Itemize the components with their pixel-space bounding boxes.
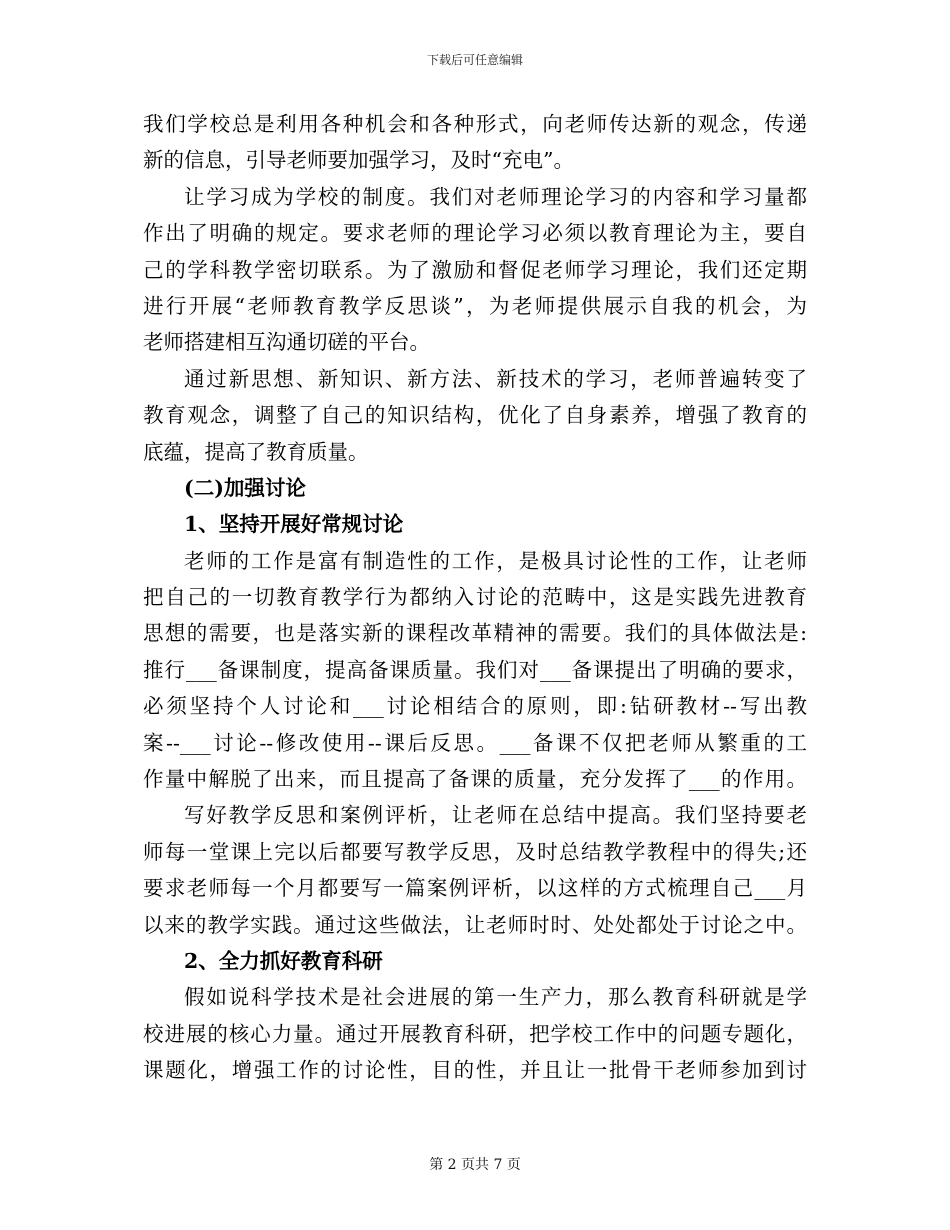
body-line: 通过新思想、新知识、新方法、新技术的学习，老师普遍转变了 xyxy=(184,366,807,391)
body-line: 以来的教学实践。通过这些做法，让老师时时、处处都处于讨论之中。 xyxy=(143,912,807,937)
subsection-heading: 1、坚持开展好常规讨论 xyxy=(184,512,404,537)
body-line: 教育观念，调整了自己的知识结构，优化了自身素养，增强了教育的 xyxy=(143,403,807,428)
body-line: 推行___备课制度，提高备课质量。我们对___备课提出了明确的要求， xyxy=(143,657,807,682)
body-line: 要求老师每一个月都要写一篇案例评析，以这样的方式梳理自己___月 xyxy=(143,876,807,901)
body-line: 案--___讨论--修改使用--课后反思。___备课不仅把老师从繁重的工 xyxy=(143,730,807,755)
body-line: 思想的需要，也是落实新的课程改革精神的需要。我们的具体做法是: xyxy=(143,621,807,646)
page-header: 下载后可任意编辑 xyxy=(426,53,523,67)
subsection-heading: 2、全力抓好教育科研 xyxy=(184,948,383,973)
body-line: 底蕴，提高了教育质量。 xyxy=(143,439,369,464)
body-line: 老师搭建相互沟通切磋的平台。 xyxy=(143,330,430,355)
body-line: 必须坚持个人讨论和___讨论相结合的原则，即:钻研教材--写出教 xyxy=(143,694,807,719)
body-line: 作出了明确的规定。要求老师的理论学习必须以教育理论为主，要自 xyxy=(143,221,807,246)
body-line: 进行开展“老师教育教学反思谈”，为老师提供展示自我的机会，为 xyxy=(143,293,807,318)
body-line: 作量中解脱了出来，而且提高了备课的质量，充分发挥了___的作用。 xyxy=(143,767,807,792)
body-line: 把自己的一切教育教学行为都纳入讨论的范畴中，这是实践先进教育 xyxy=(143,585,807,610)
section-heading: (二)加强讨论 xyxy=(184,475,306,500)
body-line: 新的信息，引导老师要加强学习，及时“充电”。 xyxy=(143,148,574,173)
document-body xyxy=(143,106,807,1089)
page-footer: 第 2 页共 7 页 xyxy=(429,1157,521,1173)
body-line: 我们学校总是利用各种机会和各种形式，向老师传达新的观念，传递 xyxy=(143,112,807,136)
body-line: 师每一堂课上完以后都要写教学反思，及时总结教学教程中的得失;还 xyxy=(143,839,807,864)
body-line: 假如说科学技术是社会进展的第一生产力，那么教育科研就是学 xyxy=(184,985,807,1010)
body-line: 己的学科教学密切联系。为了激励和督促老师学习理论，我们还定期 xyxy=(143,257,807,282)
body-line: 老师的工作是富有制造性的工作，是极具讨论性的工作，让老师 xyxy=(184,548,807,573)
body-line: 让学习成为学校的制度。我们对老师理论学习的内容和学习量都 xyxy=(184,184,807,209)
body-line: 写好教学反思和案例评析，让老师在总结中提高。我们坚持要老 xyxy=(184,803,807,828)
body-line: 课题化，增强工作的讨论性，目的性，并且让一批骨干老师参加到讨 xyxy=(143,1058,807,1083)
body-line: 校进展的核心力量。通过开展教育科研，把学校工作中的问题专题化， xyxy=(143,1021,807,1046)
